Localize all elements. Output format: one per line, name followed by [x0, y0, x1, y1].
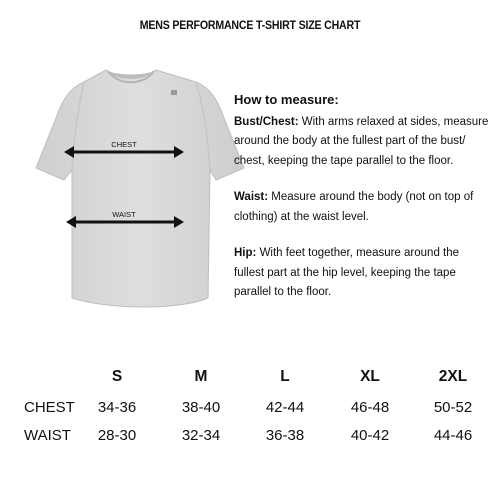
- chest-row: [0, 396, 500, 420]
- measure-item-label: Hip:: [234, 247, 257, 259]
- row-label: WAIST: [24, 427, 71, 444]
- table-cell: 36-38: [265, 427, 305, 444]
- table-cell: 28-30: [97, 427, 137, 444]
- table-cell: 50-52: [433, 399, 473, 416]
- table-cell: 34-36: [97, 399, 137, 416]
- table-cell: 40-42: [350, 427, 390, 444]
- table-cell: 44-46: [433, 427, 473, 444]
- measure-item-text: Measure around the body (not on top of clothing) at the waist level.: [234, 191, 474, 223]
- measure-item-chest: [234, 113, 490, 172]
- measure-item-hip: [234, 244, 490, 303]
- size-header: XL: [360, 368, 380, 385]
- measure-item-text: With feet together, measure around the fullest part at the hip level, keeping the tape parallel to the floor.: [234, 247, 460, 298]
- size-header: M: [194, 368, 208, 385]
- table-cell: 38-40: [181, 399, 221, 416]
- waist-row: [0, 424, 500, 448]
- chart-title: MENS PERFORMANCE T-SHIRT SIZE CHART: [139, 20, 361, 32]
- table-cell: 32-34: [181, 427, 221, 444]
- t-shirt-illustration: [20, 48, 260, 328]
- how-to-measure-heading: How to measure:: [234, 92, 339, 107]
- measure-item-waist: [234, 188, 490, 227]
- table-cell: 46-48: [350, 399, 390, 416]
- size-header: S: [111, 368, 123, 385]
- table-cell: 42-44: [265, 399, 305, 416]
- measure-item-text: With arms relaxed at sides, measure around the body at the fullest part of the bust/ chest, keeping the tape parallel to the floor.: [234, 115, 489, 167]
- t-shirt-icon: [20, 48, 260, 328]
- size-header: L: [280, 368, 290, 385]
- how-to-measure-section: [234, 90, 490, 320]
- measure-item-label: Waist:: [234, 191, 269, 203]
- size-header-row: [0, 365, 500, 389]
- measure-item-label: Bust/Chest:: [234, 115, 299, 128]
- size-header: 2XL: [438, 368, 468, 385]
- chest-label: CHEST: [111, 140, 137, 149]
- row-label: CHEST: [24, 399, 75, 416]
- waist-label: WAIST: [112, 210, 136, 219]
